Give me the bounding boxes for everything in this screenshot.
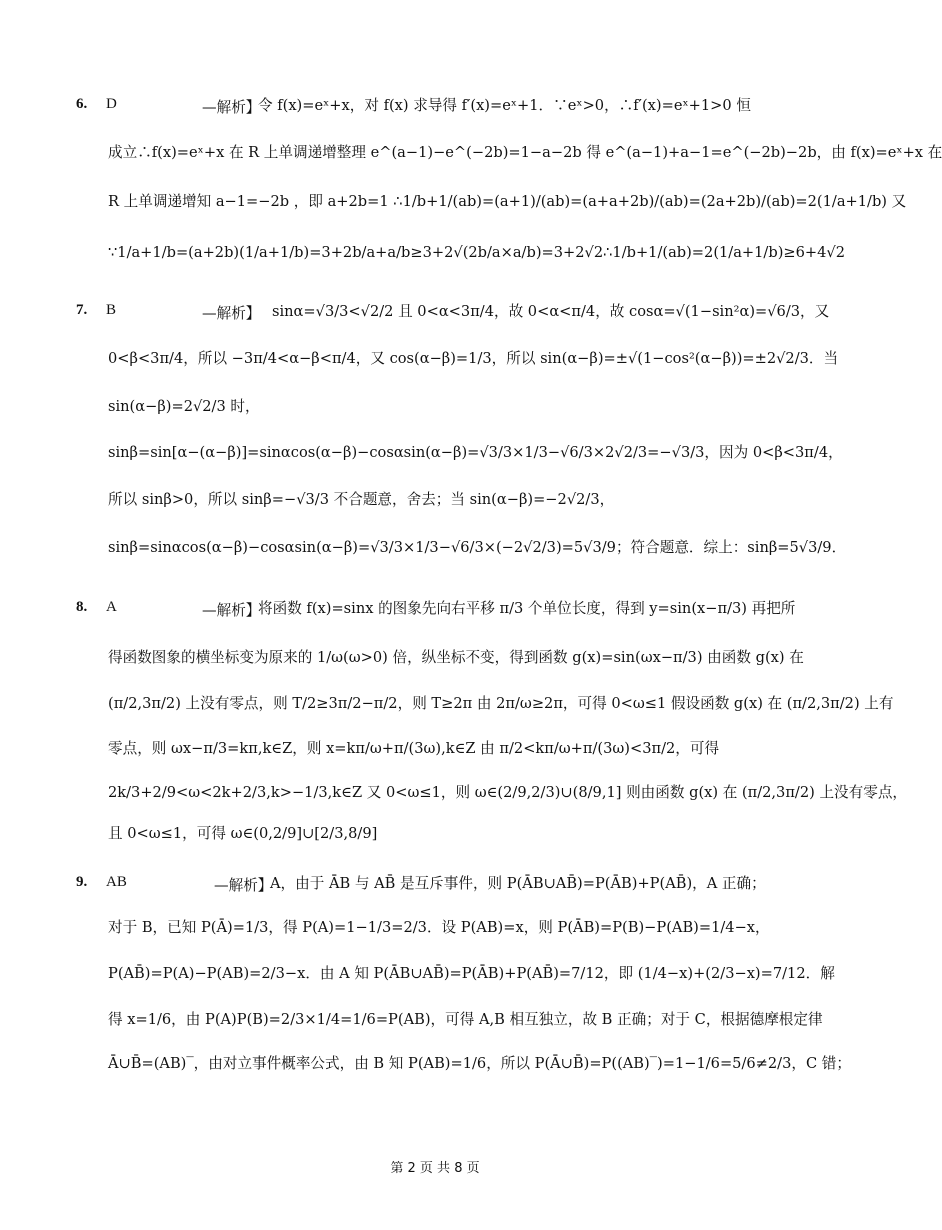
solution-line: 所以 sinβ>0，所以 sinβ=−√3/3 不合题意，舍去；当 sin(α−β)=−2√2/3， [108, 491, 615, 508]
solution-line: 得函数图象的横坐标变为原来的 1/ω(ω>0) 倍，纵坐标不变，得到函数 g(x)=sin(ωx−π/3) 由函数 g(x) 在 [108, 649, 804, 666]
solution-line: Ā∪B̄=(AB)‾，由对立事件概率公式，由 B 知 P(AB)=1/6，所以 P(Ā∪B̄)=P((AB)‾)=1−1/6=5/6≠2/3，C 错； [108, 1055, 851, 1072]
solution-line: 将函数 f(x)=sinx 的图象先向右平移 π/3 个单位长度，得到 y=sin(x−π/3) 再把所 [258, 600, 796, 617]
solution-line: 对于 B，已知 P(Ā)=1/3，得 P(A)=1−1/3=2/3．设 P(AB)=x，则 P(ĀB)=P(B)−P(AB)=1/4−x， [108, 919, 770, 936]
question-answer: D [106, 96, 117, 112]
solution-line: 且 0<ω≤1，可得 ω∈(0,2/9]∪[2/3,8/9] [108, 825, 378, 842]
solution-line: sinβ=sin[α−(α−β)]=sinαcos(α−β)−cosαsin(α−β)=√3/3×1/3−√6/3×2√2/3=−√3/3，因为 0<β<3π/4， [108, 444, 843, 461]
question-answer: B [106, 302, 117, 318]
solution-line: 成立∴f(x)=eˣ+x 在 R 上单调递增整理 e^(a−1)−e^(−2b)=1−a−2b 得 e^(a−1)+a−1=e^(−2b)−2b，由 f(x)=eˣ+x 在 [108, 144, 942, 161]
analysis-tag: —解析】 [214, 877, 273, 894]
solution-line: sin(α−β)=2√2/3 时， [108, 398, 260, 415]
solution-line: P(AB̄)=P(A)−P(AB)=2/3−x．由 A 知 P(ĀB∪AB̄)=P(ĀB)+P(AB̄)=7/12，即 (1/4−x)+(2/3−x)=7/12．解 [108, 965, 835, 982]
solution-line: A，由于 ĀB 与 AB̄ 是互斥事件，则 P(ĀB∪AB̄)=P(ĀB)+P(AB̄)，A 正确； [270, 875, 766, 892]
analysis-tag: —解析】 [202, 99, 261, 116]
analysis-tag: —解析】 [202, 602, 261, 619]
page-footer: 第 2 页 共 8 页 [390, 1161, 480, 1176]
solution-line: 令 f(x)=eˣ+x，对 f(x) 求导得 f′(x)=eˣ+1．∵eˣ>0，∴f′(x)=eˣ+1>0 恒 [258, 97, 751, 114]
question-number: 6. [76, 96, 88, 112]
question-answer: AB [106, 874, 127, 890]
solution-line: 0<β<3π/4，所以 −3π/4<α−β<π/4，又 cos(α−β)=1/3，所以 sin(α−β)=±√(1−cos²(α−β))=±2√2/3．当 [108, 350, 839, 367]
solution-line: R 上单调递增知 a−1=−2b ，即 a+2b=1 ∴1/b+1/(ab)=(a+1)/(ab)=(a+a+2b)/(ab)=(2a+2b)/(ab)=2(1/a+1/b) 又 [108, 193, 907, 210]
question-answer: A [106, 599, 117, 615]
solution-line: 2k/3+2/9<ω<2k+2/3,k>−1/3,k∈Z 又 0<ω≤1，则 ω∈(2/9,2/3)∪(8/9,1] 则由函数 g(x) 在 (π/2,3π/2) 上没有零点， [108, 784, 908, 801]
solution-line: ∵1/a+1/b=(a+2b)(1/a+1/b)=3+2b/a+a/b≥3+2√(2b/a×a/b)=3+2√2∴1/b+1/(ab)=2(1/a+1/b)≥6+4√2 [108, 244, 845, 261]
solution-line: 零点，则 ωx−π/3=kπ,k∈Z，则 x=kπ/ω+π/(3ω),k∈Z 由 π/2<kπ/ω+π/(3ω)<3π/2，可得 [108, 740, 720, 757]
solution-line: sinα=√3/3<√2/2 且 0<α<3π/4，故 0<α<π/4，故 cosα=√(1−sin²α)=√6/3，又 [272, 303, 830, 320]
solution-line: 得 x=1/6，由 P(A)P(B)=2/3×1/4=1/6=P(AB)，可得 A,B 相互独立，故 B 正确；对于 C，根据德摩根定律 [108, 1011, 823, 1028]
question-number: 7. [76, 302, 88, 318]
analysis-tag: —解析】 [202, 305, 261, 322]
solution-line: sinβ=sinαcos(α−β)−cosαsin(α−β)=√3/3×1/3−√6/3×(−2√2/3)=5√3/9；符合题意．综上：sinβ=5√3/9． [108, 539, 847, 556]
question-number: 8. [76, 599, 88, 615]
solution-line: (π/2,3π/2) 上没有零点，则 T/2≥3π/2−π/2，则 T≥2π 由 2π/ω≥2π，可得 0<ω≤1 假设函数 g(x) 在 (π/2,3π/2) 上有 [108, 695, 894, 712]
question-number: 9. [76, 874, 88, 890]
